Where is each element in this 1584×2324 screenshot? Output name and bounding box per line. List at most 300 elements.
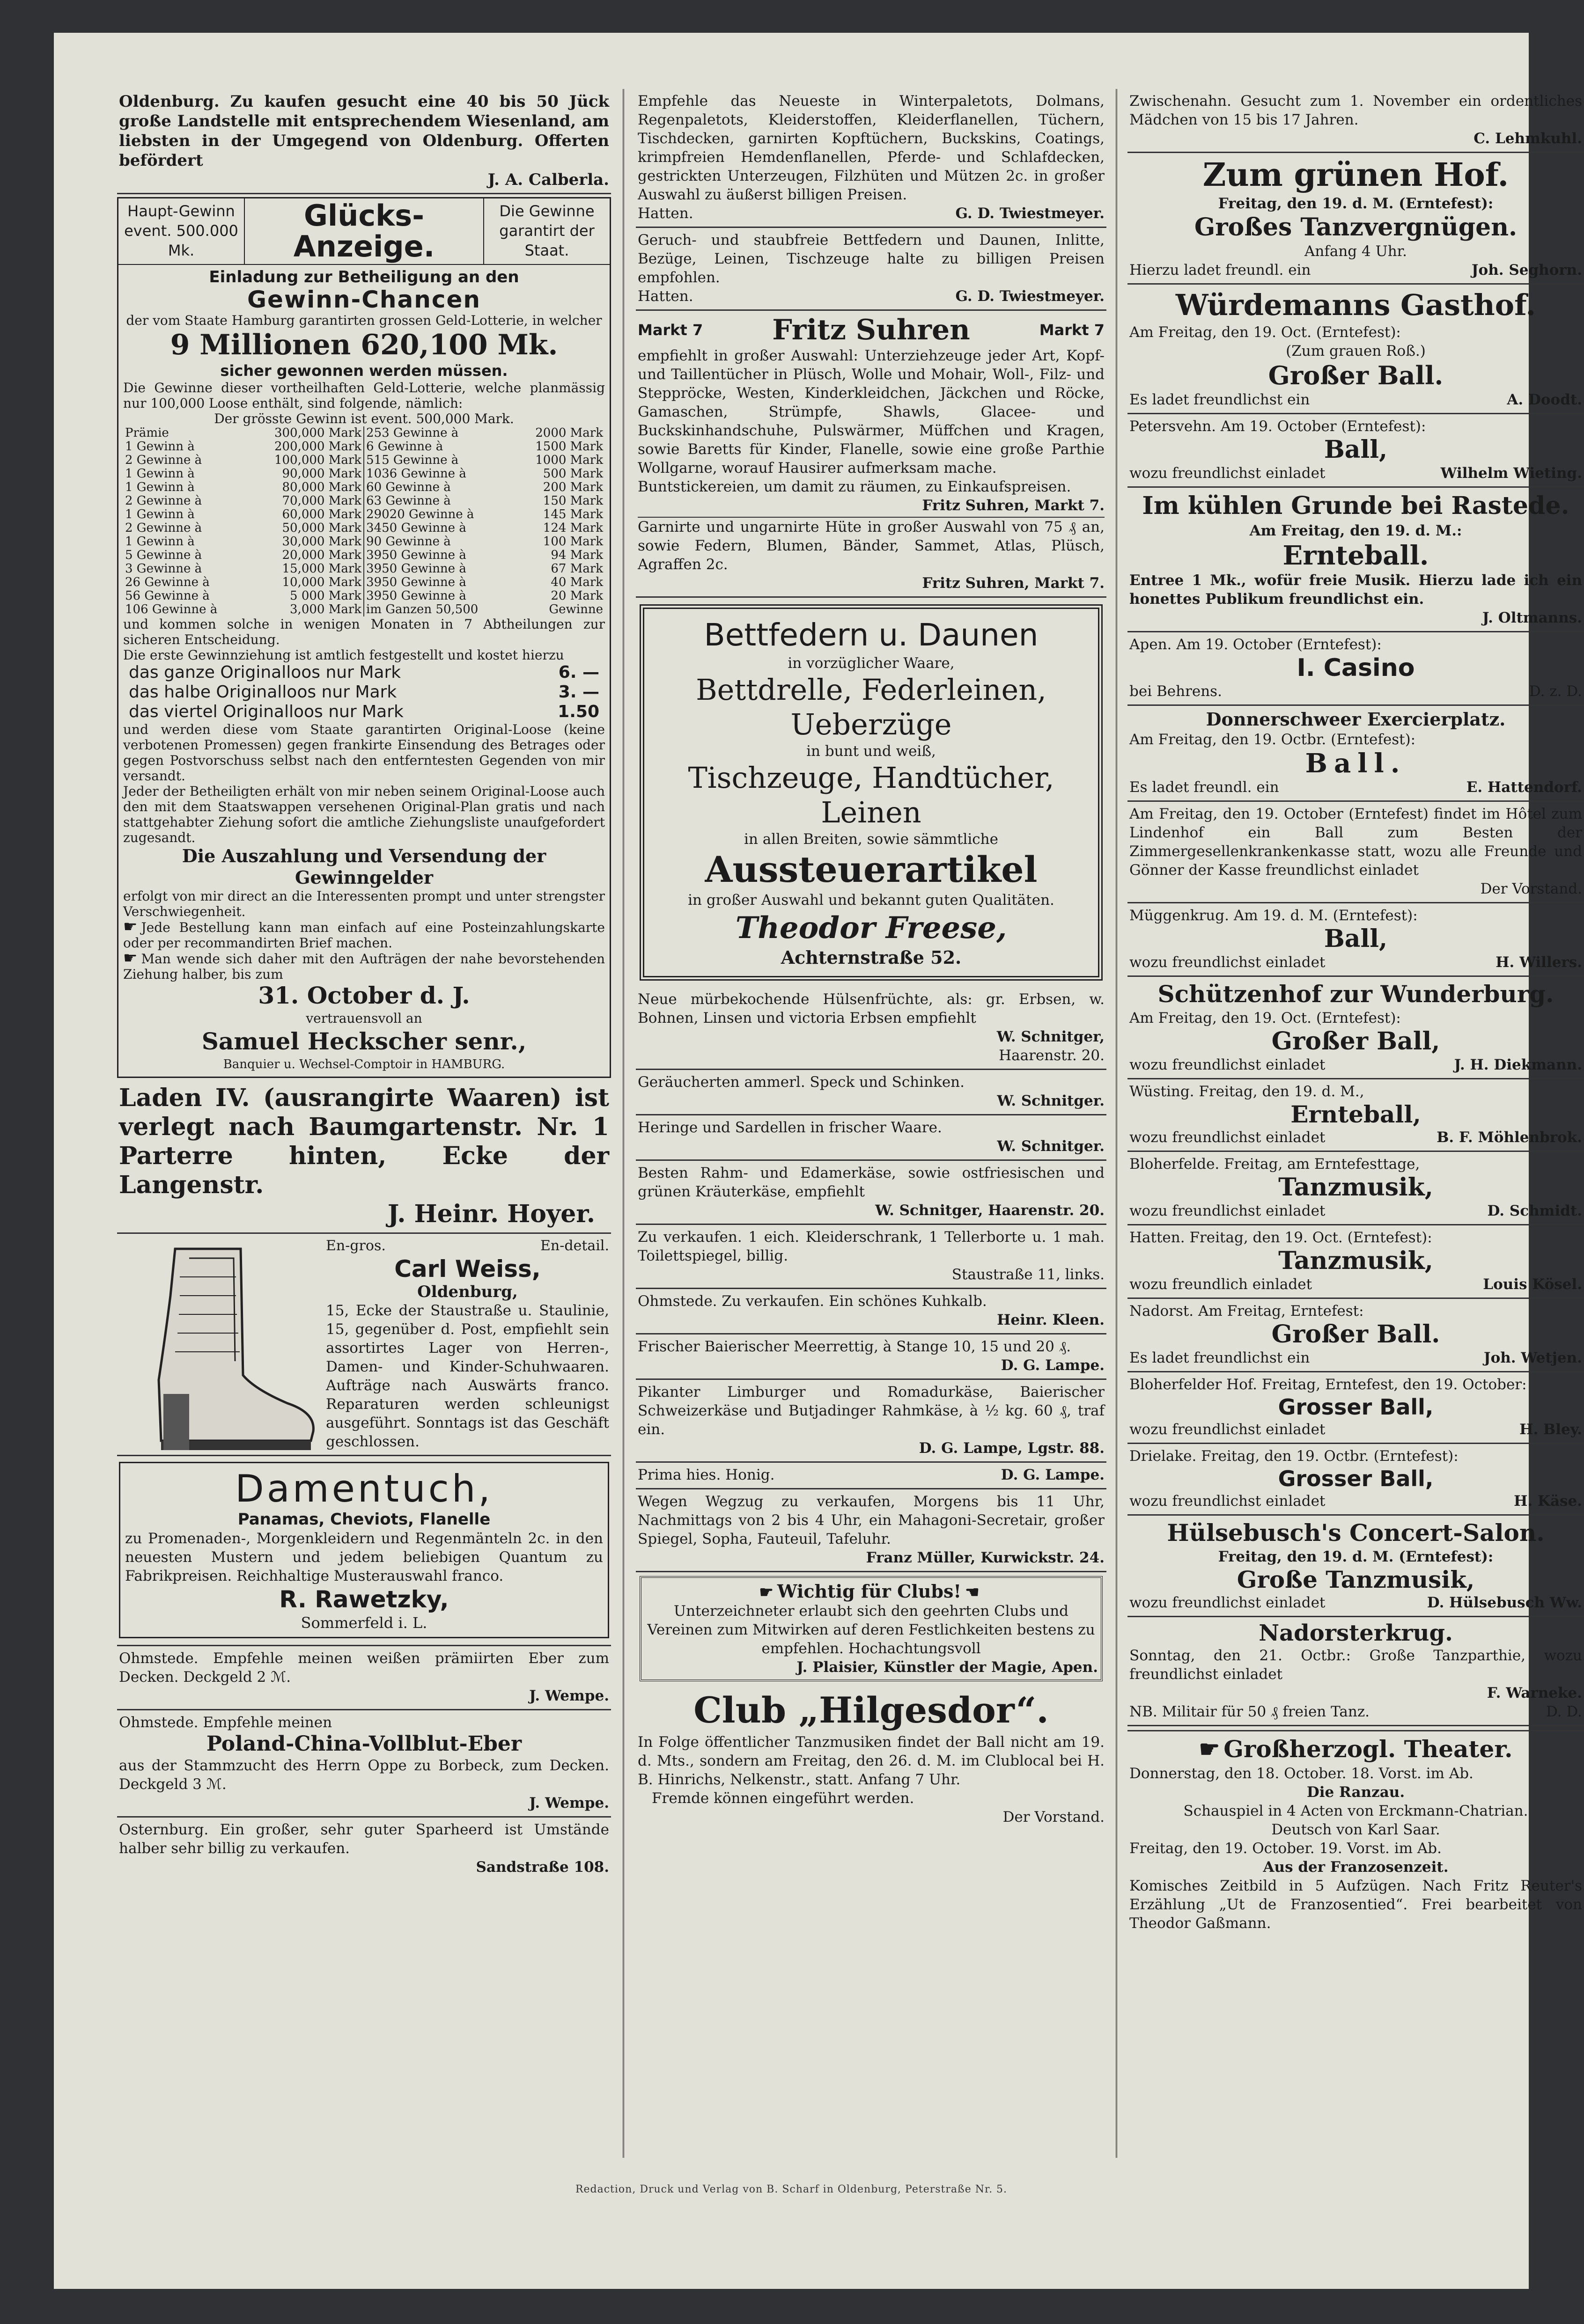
event-text: Sonntag, den 21. Octbr.: Große Tanzparthie, wozu freundlichst einladet xyxy=(1129,1647,1582,1683)
event-top: Hatten. Freitag, den 19. Oct. (Erntefest): xyxy=(1129,1229,1432,1246)
ad-schnitger-1 xyxy=(636,987,1106,1070)
prize-cell: 1036 Gewinne à xyxy=(364,467,513,481)
lottery-firm: Samuel Heckscher senr., xyxy=(201,1027,527,1055)
lottery-hand-note-1 xyxy=(123,919,605,951)
lottery-send: und werden diese vom Staate garantirten Original-Loose (keine verbotenen Promessen) gegen frankirte Einsendung des Betrages oder gegen Postvorschuss selbst nach den entferntesten Gegenden von mir versandt. xyxy=(123,722,605,784)
ad-text: Wegen Wegzug zu verkaufen, Morgens bis 11 Uhr, Nachmittags von 2 bis 4 Uhr, ein Mahagoni-Secretair, großer Spiegel, Sopha, Fauteuil, Tafeluhr. xyxy=(638,1493,1105,1547)
weiss-city: Oldenburg, xyxy=(417,1283,518,1301)
event-signature: H. Willers. xyxy=(1496,953,1582,971)
event-headline: Ernteball, xyxy=(1290,1100,1421,1128)
lottery-biggest: Der grösste Gewinn ist event. 500,000 Mark. xyxy=(214,411,514,426)
ad-text: Geruch- und staubfreie Bettfedern und Daunen, Inlitte, Bezüge, Leinen, Tischzeuge halte zu billigen Preisen empfohlen. xyxy=(638,232,1105,286)
event-headline: Ball, xyxy=(1324,924,1388,953)
theater-line-6: Aus der Franzosenzeit. xyxy=(1263,1858,1449,1876)
hilgesdor-title: Club „Hilgesdor“. xyxy=(693,1689,1049,1731)
ad-headline: Poland-China-Vollblut-Eber xyxy=(206,1731,522,1756)
event-sub: (Zum grauen Roß.) xyxy=(1286,343,1426,359)
lottery-intro: Die Gewinne dieser vortheilhaften Geld-Lotterie, welche planmässig nur 100,000 Loose enthält, sind folgende, nämlich: xyxy=(123,380,605,411)
event-headline: I. Casino xyxy=(1297,654,1415,682)
ad-signature: W. Schnitger. xyxy=(997,1137,1105,1155)
prize-cell: 515 Gewinne à xyxy=(364,454,513,467)
prize-row xyxy=(123,440,605,454)
prize-cell: 70,000 Mark xyxy=(282,494,362,508)
event-top: Nadorst. Am Freitag, Erntefest: xyxy=(1129,1302,1364,1320)
ad-zimmergesellen xyxy=(1127,802,1584,903)
event-top: Petersvehn. Am 19. October (Erntefest): xyxy=(1129,418,1426,435)
damentuch-text: zu Promenaden-, Morgenkleidern und Regenmänteln 2c. in den neuesten Mustern und jedem beliebigen Quantum zu Fabrikpreisen. Reichhaltige Musterauswahl franco. xyxy=(125,1530,603,1584)
prize-cell: 40 Mark xyxy=(551,575,603,589)
ad-signature: D. G. Lampe. xyxy=(1001,1356,1105,1374)
event-signature: H. Bley. xyxy=(1519,1421,1582,1438)
event-date: Am Freitag, den 19. Oct. (Erntefest): xyxy=(1129,324,1401,341)
lottery-vertrauen: vertrauensvoll an xyxy=(306,1011,422,1026)
prize-cell: 3,000 Mark xyxy=(290,602,362,616)
lottery-first-draw: Die erste Gewinnziehung ist amtlich festgestellt und kostet hierzu xyxy=(123,647,564,663)
ad-hoyer xyxy=(117,1081,611,1234)
prize-cell: 29020 Gewinne à xyxy=(364,508,513,521)
prize-cell: 1 Gewinn à xyxy=(125,507,195,521)
ad-donnerschwee xyxy=(1127,706,1584,802)
prize-cell: 3950 Gewinne à xyxy=(364,576,513,589)
ad-signature: D. G. Lampe, Lgstr. 88. xyxy=(919,1439,1105,1457)
prize-cell: 60,000 Mark xyxy=(282,507,362,521)
prize-row xyxy=(123,535,605,549)
ad-text: Oldenburg. Zu kaufen gesucht eine 40 bis 50 Jück große Landstelle mit entsprechendem Wiesenland, am liebsten in der Umgegend von Oldenburg. Offerten befördert xyxy=(119,92,609,170)
ad-weiss xyxy=(117,1234,611,1456)
ad-drielake xyxy=(1127,1444,1584,1516)
event-invite: wozu freundlichst einladet xyxy=(1129,1421,1326,1438)
prize-cell: 2000 Mark xyxy=(535,426,603,440)
prize-row xyxy=(123,589,605,603)
column-left xyxy=(117,89,611,2195)
price-value: 1.50 xyxy=(558,702,599,721)
event-title: Zum grünen Hof. xyxy=(1202,156,1509,194)
event-date: Am Freitag, den 19. Octbr. (Erntefest): xyxy=(1129,731,1416,748)
ad-suhren xyxy=(636,311,1106,598)
ad-signature: J. A. Calberla. xyxy=(487,170,609,189)
ad-address: Haarenstr. 20. xyxy=(999,1047,1105,1064)
suhren-name: Fritz Suhren xyxy=(772,314,970,346)
lottery-deadline: 31. October d. J. xyxy=(258,982,470,1009)
prize-cell: 300,000 Mark xyxy=(274,426,362,440)
weiss-endetail: En-detail. xyxy=(540,1238,609,1254)
prize-cell: 2 Gewinne à xyxy=(125,453,202,467)
lottery-price-list xyxy=(123,663,605,722)
ad-lampe-1 xyxy=(636,1334,1106,1380)
prize-cell: 90 Gewinne à xyxy=(364,535,513,549)
prize-row xyxy=(123,481,605,494)
event-invite: wozu freundlichst einladet xyxy=(1129,1129,1326,1146)
event-headline: Ernteball. xyxy=(1282,540,1429,571)
lottery-guarantee: Die Gewinne garantirt der Staat. xyxy=(483,198,610,264)
prize-cell: 26 Gewinne à xyxy=(125,575,210,589)
event-invite: wozu freundlichst einladet xyxy=(1129,1492,1326,1510)
lottery-jeder: Jeder der Betheiligten erhält von mir neben seinem Original-Loose auch den mit dem Staatswappen versehenen Original-Plan gratis und nach stattgehabter Ziehung sofort die amtliche Ziehungsliste unaufgefordert zugesandt. xyxy=(123,784,605,845)
theater-line-4: Deutsch von Karl Saar. xyxy=(1271,1821,1440,1838)
ad-gruener-hof xyxy=(1127,153,1584,285)
ad-petersvehn xyxy=(1127,414,1584,488)
suhren-text-3: Garnirte und ungarnirte Hüte in großer Auswahl von 75 ₰ an, sowie Federn, Blumen, Bänder, Sammet, Atlas, Plüsch, Agraffen 2c. xyxy=(638,517,1105,574)
event-bei: bei Behrens. xyxy=(1129,683,1222,700)
event-title: Schützenhof zur Wunderburg. xyxy=(1157,980,1554,1008)
ad-bloherfelde xyxy=(1127,1152,1584,1225)
theater-line-1: Donnerstag, den 18. October. 18. Vorst. im Ab. xyxy=(1129,1765,1473,1782)
price-row xyxy=(123,702,605,722)
prize-cell: 1 Gewinn à xyxy=(125,440,195,454)
suhren-text-2: Buntstickereien, um damit zu räumen, zu Einkaufspreisen. xyxy=(638,478,1071,495)
lottery-after: und kommen solche in wenigen Monaten in 7 Abtheilungen zur sicheren Entscheidung. xyxy=(123,616,605,647)
ad-text: Zu verkaufen. 1 eich. Kleiderschrank, 1 Tellerborte u. 1 mah. Toilettspiegel, billig. xyxy=(638,1228,1105,1264)
prize-cell: Gewinne xyxy=(549,602,603,616)
ad-mueggenkrug xyxy=(1127,903,1584,977)
ad-hilgesdor xyxy=(636,1685,1106,1830)
damentuch-city: Sommerfeld i. L. xyxy=(301,1613,427,1632)
lottery-auszahlung: Die Auszahlung und Versendung der Gewinngelder xyxy=(182,845,546,888)
event-headline: Große Tanzmusik, xyxy=(1237,1565,1475,1593)
suhren-text: empfiehlt in großer Auswahl: Unterziehzeuge jeder Art, Kopf- und Taillentücher in Plüsch, Wolle und Mohair, Woll-, Filz- und Steppröcke, Westen, Kinderkleidchen, Jäckchen und Röcke, Gamaschen, Strümpfe, Shawls, Glacee- und Buckskinhandschuhe, Pulswärmer, Müffchen und Kragen, sowie Baretts für Kinder, Flanelle, sowie eine große Parthie Wollgarne, worauf Hausirer aufmerksam mache. xyxy=(638,347,1105,477)
event-invite: wozu freundlichst einladet xyxy=(1129,953,1326,971)
freese-line-4: in bunt und weiß, xyxy=(806,743,936,760)
prize-cell: 20,000 Mark xyxy=(282,548,362,562)
ad-lampe-3 xyxy=(636,1463,1106,1489)
event-signature: J. H. Diekmann. xyxy=(1454,1056,1582,1073)
weiss-header xyxy=(326,1237,609,1255)
prize-cell: 124 Mark xyxy=(543,521,603,535)
ad-schnitger-2 xyxy=(636,1070,1106,1115)
ad-bloherfelder-hof xyxy=(1127,1372,1584,1444)
event-signature: Wilhelm Wieting. xyxy=(1440,465,1582,482)
ad-signature: Heinr. Kleen. xyxy=(997,1311,1105,1328)
theater-title xyxy=(1129,1734,1582,1764)
event-headline: Großer Ball, xyxy=(1271,1026,1440,1056)
ad-text: Empfehle das Neueste in Winterpaletots, Dolmans, Regenpaletots, Kleiderstoffen, Kleiderflanellen, Tüchern, Tischdecken, garnirten Kopftüchern, Buckskins, Coatings, krimpfreien Hemdenflanellen, Pferde- und Schlafdecken, gestrickten Unterzeugen, Filzhüten und Mützen 2c. in großer Auswahl zu äußerst billigen Preisen. xyxy=(638,93,1105,203)
freese-line-2: Bettdrelle, Federleinen, xyxy=(696,673,1046,707)
event-signature: Der Vorstand. xyxy=(1480,880,1582,897)
ad-text: Ohmstede. Empfehle meinen weißen prämiirten Eber zum Decken. Deckgeld 2 ℳ. xyxy=(119,1650,609,1686)
price-row xyxy=(123,663,605,682)
column-right xyxy=(1127,89,1584,2195)
ad-calberla xyxy=(117,89,611,194)
prize-cell: 20 Mark xyxy=(551,589,603,603)
ad-signature: W. Schnitger, Haarenstr. 20. xyxy=(875,1202,1105,1219)
lottery-hand-text-2: Man wende sich daher mit den Aufträgen der nahe bevorstehenden Ziehung halber, bis zum xyxy=(123,951,605,982)
event-headline: Großer Ball. xyxy=(1268,360,1444,390)
clubs-title-text: Wichtig für Clubs! xyxy=(777,1580,962,1602)
prize-row xyxy=(123,426,605,440)
event-invite: wozu freundlichst einladet xyxy=(1129,1056,1326,1073)
event-headline: Großer Ball. xyxy=(1271,1320,1440,1349)
ad-wempe-1 xyxy=(117,1646,611,1710)
prize-row xyxy=(123,467,605,481)
column-rule-1 xyxy=(623,89,624,2158)
event-top: Müggenkrug. Am 19. d. M. (Erntefest): xyxy=(1129,907,1418,924)
prize-cell: 30,000 Mark xyxy=(282,535,362,549)
event-signature: A. Doodt. xyxy=(1507,391,1582,408)
clubs-signature: J. Plaisier, Künstler der Magie, Apen. xyxy=(796,1659,1098,1676)
newspaper-page xyxy=(54,33,1582,2289)
weiss-name: Carl Weiss, xyxy=(394,1255,541,1283)
ad-signature: C. Lehmkuhl. xyxy=(1473,130,1582,147)
ad-wuerdemann xyxy=(1127,285,1584,414)
prize-cell: 2 Gewinne à xyxy=(125,521,202,535)
prize-row xyxy=(123,508,605,521)
prize-cell: 67 Mark xyxy=(551,562,603,576)
imprint-footer: Redaction, Druck und Verlag von B. Scharf in Oldenburg, Peterstraße Nr. 5. xyxy=(575,2184,1008,2195)
prize-cell: 1 Gewinn à xyxy=(125,480,195,494)
event-nb: NB. Militair für 50 ₰ freien Tanz. xyxy=(1129,1703,1370,1720)
prize-cell: 100 Mark xyxy=(543,535,603,549)
ad-wempe-2 xyxy=(117,1710,611,1818)
ad-schnitger-4 xyxy=(636,1161,1106,1225)
ad-lottery xyxy=(117,197,611,1078)
prize-cell: 5 000 Mark xyxy=(290,589,362,603)
lottery-sicher: sicher gewonnen werden müssen. xyxy=(220,362,508,380)
prize-cell: 10,000 Mark xyxy=(282,575,362,589)
event-signature: D. Schmidt. xyxy=(1487,1202,1582,1219)
event-signature: F. Warneke. xyxy=(1487,1684,1582,1701)
prize-row xyxy=(123,576,605,589)
event-signature-2: D. D. xyxy=(1546,1703,1582,1720)
theater-title-text: Großherzogl. Theater. xyxy=(1223,1735,1513,1763)
freese-line-6: Leinen xyxy=(821,795,921,829)
ad-text: Laden IV. (ausrangirte Waaren) ist verlegt nach Baumgartenstr. Nr. 1 Parterre hinten, Ecke der Langenstr. xyxy=(119,1084,609,1199)
event-signature: B. F. Möhlenbrok. xyxy=(1437,1129,1582,1146)
event-headline: Großes Tanzvergnügen. xyxy=(1194,213,1518,242)
event-title: Hülsebusch's Concert-Salon. xyxy=(1167,1518,1545,1547)
ad-osternburg xyxy=(117,1818,611,1880)
hilgesdor-text: In Folge öffentlicher Tanzmusiken findet der Ball nicht am 19. d. Mts., sondern am Freitag, den 26. d. M. im Clublocal bei H. B. Hinrichs, Nelkenstr., statt. Anfang 7 Uhr. xyxy=(638,1734,1105,1789)
event-headline: Tanzmusik, xyxy=(1278,1173,1433,1202)
theater-line-7: Komisches Zeitbild in 5 Aufzügen. Nach Fritz Reuter's Erzählung „Ut de Franzosentied“. Frei bearbeitet von Theodor Gaßmann. xyxy=(1129,1877,1582,1932)
ad-kuehlen-grunde xyxy=(1127,488,1584,632)
ad-text: Prima hies. Honig. xyxy=(638,1466,775,1483)
prize-cell: 3450 Gewinne à xyxy=(364,521,513,535)
prize-cell: 5 Gewinne à xyxy=(125,548,202,562)
event-signature: Joh. Seghorn. xyxy=(1471,262,1582,279)
event-headline: Tanzmusik, xyxy=(1278,1246,1433,1275)
suhren-markt-right: Markt 7 xyxy=(1039,321,1105,339)
ad-rawetzky xyxy=(117,1456,611,1646)
boot-illustration xyxy=(119,1239,320,1459)
ad-text: Heringe und Sardellen in frischer Waare. xyxy=(638,1119,942,1136)
prize-row xyxy=(123,454,605,467)
event-top: Apen. Am 19. October (Erntefest): xyxy=(1129,636,1382,653)
ad-wuesting xyxy=(1127,1079,1584,1152)
ad-twiestmeyer-1 xyxy=(636,89,1106,228)
ad-text: Geräucherten ammerl. Speck und Schinken. xyxy=(638,1073,965,1091)
lottery-millions: 9 Millionen 620,100 Mk. xyxy=(170,329,558,361)
ad-kleen xyxy=(636,1289,1106,1334)
event-date: Freitag, den 19. d. M. (Erntefest): xyxy=(1218,1548,1494,1565)
ad-lehmkuhl xyxy=(1127,89,1584,153)
price-label: das ganze Originalloos nur Mark xyxy=(129,663,401,682)
prize-row xyxy=(123,549,605,562)
event-top: Bloherfelde. Freitag, am Erntefesttage, xyxy=(1129,1155,1420,1173)
prize-cell: 200,000 Mark xyxy=(274,440,362,454)
ad-signature: W. Schnitger, xyxy=(996,1028,1105,1045)
theater-line-3: Schauspiel in 4 Acten von Erckmann-Chatrian. xyxy=(1183,1802,1528,1819)
ad-apen-casino xyxy=(1127,632,1584,706)
column-rule-2 xyxy=(1116,89,1117,2158)
prize-cell: 100,000 Mark xyxy=(274,453,362,467)
hilgesdor-signature: Der Vorstand. xyxy=(1002,1809,1105,1826)
event-date: Am Freitag, den 19. Oct. (Erntefest): xyxy=(1129,1009,1401,1026)
event-date: Freitag, den 19. d. M. (Erntefest): xyxy=(1218,195,1494,212)
prize-cell: 90,000 Mark xyxy=(282,467,362,481)
event-start: Anfang 4 Uhr. xyxy=(1304,243,1407,260)
event-invite: wozu freundlichst einladet xyxy=(1129,1202,1326,1219)
freese-title: Bettfedern u. Daunen xyxy=(704,617,1039,653)
freese-line-3: Ueberzüge xyxy=(790,707,952,741)
event-headline: Grosser Ball, xyxy=(1278,1394,1434,1420)
ad-text: aus der Stammzucht des Herrn Oppe zu Borbeck, zum Decken. Deckgeld 3 ℳ. xyxy=(119,1757,609,1793)
suhren-sig-3: Fritz Suhren, Markt 7. xyxy=(922,575,1105,592)
event-signature: Joh. Wetjen. xyxy=(1483,1349,1582,1366)
event-signature: D. z. D. xyxy=(1529,683,1582,700)
suhren-sig-2: Fritz Suhren, Markt 7. xyxy=(922,497,1105,514)
prize-cell: 1000 Mark xyxy=(535,453,603,467)
prize-row xyxy=(123,603,605,616)
ad-top: Ohmstede. Empfehle meinen xyxy=(119,1714,332,1731)
ad-text: Ohmstede. Zu verkaufen. Ein schönes Kuhkalb. xyxy=(638,1292,987,1310)
ad-address: Staustraße 11, links. xyxy=(951,1266,1105,1283)
ad-nadorsterkrug xyxy=(1127,1617,1584,1726)
prize-cell: 80,000 Mark xyxy=(282,480,362,494)
ad-signature: W. Schnitger. xyxy=(997,1092,1105,1109)
prize-cell: 150 Mark xyxy=(543,494,603,508)
event-title: Donnerschweer Exercierplatz. xyxy=(1206,709,1506,730)
event-top: Wüsting. Freitag, den 19. d. M., xyxy=(1129,1083,1364,1100)
ad-wunderburg xyxy=(1127,977,1584,1079)
prize-cell: 253 Gewinne à xyxy=(364,426,513,440)
ad-signature: Sandstraße 108. xyxy=(476,1858,609,1876)
pointing-hand-icon: ☛ xyxy=(123,917,138,936)
pointing-hand-icon: ☛ xyxy=(759,1583,774,1602)
clubs-title xyxy=(644,1581,1098,1602)
ad-lampe-2 xyxy=(636,1380,1106,1463)
event-headline: Ball. xyxy=(1305,748,1407,779)
freese-line-9: in großer Auswahl und bekannt guten Qualitäten. xyxy=(688,892,1054,909)
ad-text: Besten Rahm- und Edamerkäse, sowie ostfriesischen und grünen Kräuterkäse, empfiehlt xyxy=(638,1164,1105,1200)
lottery-title: Glücks-Anzeige. xyxy=(293,198,435,264)
ad-signature: G. D. Twiestmeyer. xyxy=(955,205,1105,222)
ad-signature: J. Wempe. xyxy=(529,1687,609,1704)
prize-cell: 3950 Gewinne à xyxy=(364,589,513,603)
pointing-hand-icon: ☛ xyxy=(1199,1735,1220,1763)
event-date: Am Freitag, den 19. d. M.: xyxy=(1249,522,1462,539)
suhren-markt-left: Markt 7 xyxy=(638,321,703,339)
event-top: Bloherfelder Hof. Freitag, Erntefest, den 19. October: xyxy=(1129,1376,1527,1393)
weiss-engros: En-gros. xyxy=(326,1238,386,1254)
event-signature: D. Hülsebusch Ww. xyxy=(1427,1594,1582,1611)
ad-text: Frischer Baierischer Meerrettig, à Stange 10, 15 und 20 ₰. xyxy=(638,1338,1071,1355)
prize-cell: 1 Gewinn à xyxy=(125,535,195,549)
lottery-erfolgt: erfolgt von mir direct an die Interessenten prompt und unter strengster Verschwiegenheit. xyxy=(123,888,605,919)
ad-verkaufen xyxy=(636,1225,1106,1289)
freese-line-5: Tischzeuge, Handtücher, xyxy=(688,761,1054,795)
ad-text: Zwischenahn. Gesucht zum 1. November ein ordentliches Mädchen von 15 bis 17 Jahren. xyxy=(1129,93,1582,128)
lottery-main-prize: Haupt-Gewinn event. 500.000 Mk. xyxy=(118,198,245,264)
pointing-hand-icon: ☛ xyxy=(123,949,138,968)
prize-cell: 60 Gewinne à xyxy=(364,481,513,494)
event-signature: Louis Kösel. xyxy=(1483,1276,1582,1293)
ad-freese xyxy=(640,604,1103,981)
lottery-bank: Banquier u. Wechsel-Comptoir in HAMBURG. xyxy=(223,1057,505,1071)
pointing-hand-icon: ☚ xyxy=(965,1583,980,1602)
theater-line-2: Die Ranzau. xyxy=(1306,1783,1405,1801)
event-invite: Es ladet freundlichst ein xyxy=(1129,391,1310,408)
ad-twiestmeyer-2 xyxy=(636,228,1106,311)
prize-cell: 1500 Mark xyxy=(535,440,603,454)
lottery-invite: Einladung zur Betheiligung an den xyxy=(209,268,519,286)
event-text: Am Freitag, den 19. October (Erntefest) findet im Hôtel zum Lindenhof ein Ball zum Besten der Zimmergesellenkrankenkasse statt, wozu alle Freunde und Gönner der Kasse freundlichst einladet xyxy=(1129,805,1582,879)
price-value: 3. — xyxy=(558,682,599,702)
column-middle xyxy=(636,89,1106,2195)
lottery-header xyxy=(118,198,610,265)
prize-cell: 500 Mark xyxy=(543,467,603,481)
damentuch-title: Damentuch, xyxy=(235,1467,493,1510)
event-invite: wozu freundlichst einladet xyxy=(1129,1594,1326,1611)
ad-huelsebusch xyxy=(1127,1516,1584,1617)
price-row xyxy=(123,682,605,702)
freese-line-1: in vorzüglicher Waare, xyxy=(788,655,955,672)
ad-signature: G. D. Twiestmeyer. xyxy=(955,288,1105,305)
ad-city: Hatten. xyxy=(638,205,693,222)
prize-cell: 50,000 Mark xyxy=(282,521,362,535)
event-invite: wozu freundlichst einladet xyxy=(1129,465,1326,482)
prize-row xyxy=(123,494,605,508)
price-value: 6. — xyxy=(558,663,599,682)
freese-firm: Theodor Freese, xyxy=(735,910,1007,946)
ad-hatten-tanz xyxy=(1127,1225,1584,1299)
freese-addr: Achternstraße 52. xyxy=(781,947,962,968)
lottery-hand-text-1: Jede Bestellung kann man einfach auf eine Posteinzahlungskarte oder per recommandirten Brief machen. xyxy=(123,920,605,951)
prize-cell: 6 Gewinne à xyxy=(364,440,513,454)
ad-mueller xyxy=(636,1489,1106,1572)
ad-text: Neue mürbekochende Hülsenfrüchte, als: gr. Erbsen, w. Bohnen, Linsen und victoria Erbsen empfiehlt xyxy=(638,990,1105,1026)
prize-cell: 145 Mark xyxy=(543,507,603,521)
prize-cell: 3950 Gewinne à xyxy=(364,549,513,562)
event-title: Würdemanns Gasthof. xyxy=(1175,288,1536,322)
prize-row xyxy=(123,521,605,535)
prize-cell: Prämie xyxy=(125,426,169,440)
prize-cell: 56 Gewinne à xyxy=(125,589,210,603)
ad-nadorst xyxy=(1127,1299,1584,1372)
ad-schnitger-3 xyxy=(636,1115,1106,1161)
ad-signature: J. Wempe. xyxy=(529,1794,609,1811)
lottery-chancen: Gewinn-Chancen xyxy=(247,286,481,313)
prize-row xyxy=(123,562,605,576)
ad-text: Pikanter Limburger und Romadurkäse, Baierischer Schweizerkäse und Butjadinger Rahmkäse, à ½ kg. 60 ₰, traf ein. xyxy=(638,1383,1105,1438)
event-invite: Es ladet freundlichst ein xyxy=(1129,1349,1310,1366)
event-top: Drielake. Freitag, den 19. Octbr. (Erntefest): xyxy=(1129,1447,1459,1465)
prize-cell: 3 Gewinne à xyxy=(125,562,202,576)
event-headline: Ball, xyxy=(1324,435,1388,464)
lottery-sub: der vom Staate Hamburg garantirten grossen Geld-Lotterie, in welcher xyxy=(126,313,602,328)
event-signature: E. Hattendorf. xyxy=(1466,778,1582,796)
lottery-prize-table xyxy=(123,426,605,616)
event-signature: H. Käse. xyxy=(1514,1492,1582,1510)
price-label: das halbe Originalloos nur Mark xyxy=(129,682,397,702)
price-label: das viertel Originalloos nur Mark xyxy=(129,702,404,721)
damentuch-sub: Panamas, Cheviots, Flanelle xyxy=(237,1510,491,1529)
damentuch-firm: R. Rawetzky, xyxy=(279,1585,449,1613)
ad-text: Osternburg. Ein großer, sehr guter Sparheerd ist Umstände halber sehr billig zu verkaufen. xyxy=(119,1821,609,1857)
freese-line-7: in allen Breiten, sowie sämmtliche xyxy=(744,831,998,848)
theater-line-5: Freitag, den 19. October. 19. Vorst. im Ab. xyxy=(1129,1840,1442,1857)
freese-line-8: Aussteuerartikel xyxy=(705,849,1038,890)
event-invite: Es ladet freundl. ein xyxy=(1129,778,1279,796)
